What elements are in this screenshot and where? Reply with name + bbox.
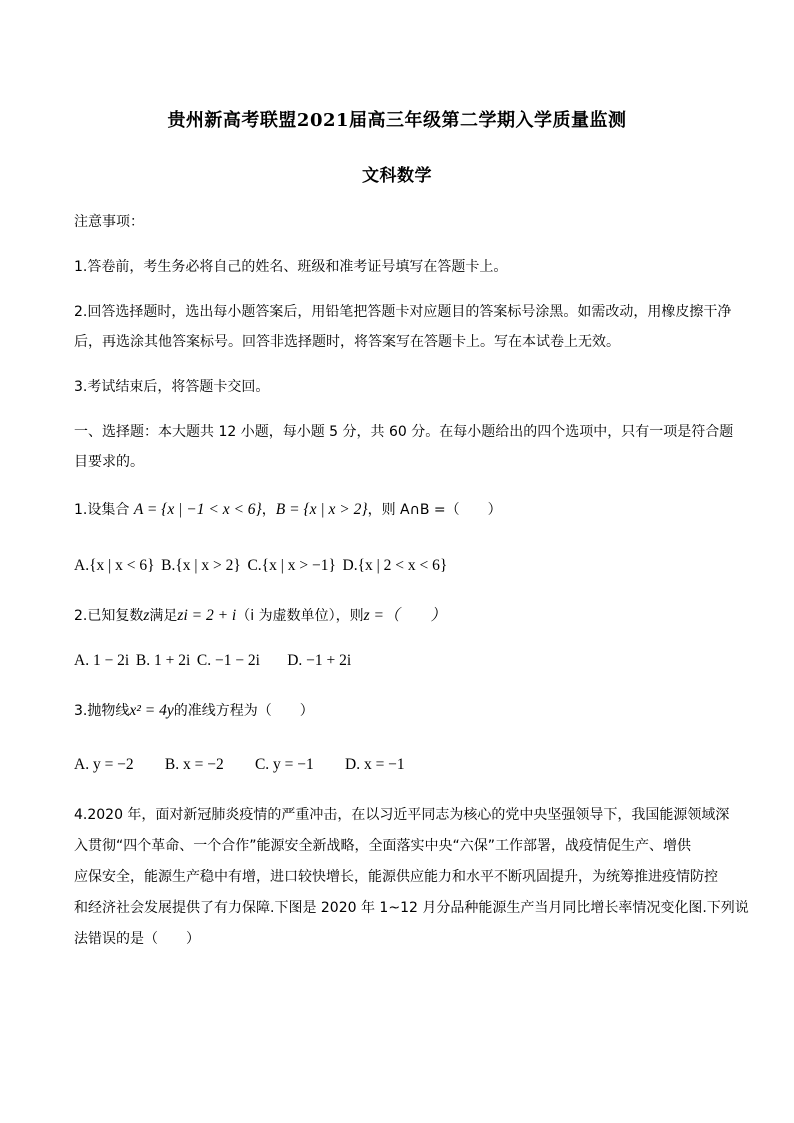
question-1-option-a: A.{x | x < 6} (74, 557, 155, 574)
question-3-option-c: C. y = −1 (254, 756, 314, 773)
question-1-ask: ，则 A∩B =（ ） (367, 502, 502, 518)
exam-title: 贵州新高考联盟2021届高三年级第二学期入学质量监测 (167, 110, 627, 131)
note-item-3: 3.考试结束后，将答题卡交回。 (74, 379, 270, 395)
notes-heading: 注意事项： (74, 214, 144, 230)
question-3-options (74, 755, 724, 775)
question-3-option-b: B. x = −2 (164, 756, 224, 773)
question-2-equation: zi = 2 + i (177, 607, 237, 624)
note-item-2-line-2: 后，再选涂其他答案标号。回答非选择题时，将答案写在答题卡上。写在本试卷上无效。 (74, 334, 620, 350)
question-2-options (74, 651, 724, 671)
question-2-stem (74, 606, 724, 626)
question-4-line-1: 4.2020 年，面对新冠肺炎疫情的严重冲击，在以习近平同志为核心的党中央坚强领导下，我国能源领域深 (74, 807, 730, 823)
section-1-line-1: 一、选择题：本大题共 12 小题，每小题 5 分，共 60 分。在每小题给出的四个选项中，只有一项是符合题 (74, 424, 734, 440)
question-2-option-b: B. 1 + 2i (135, 652, 191, 669)
question-4-line-2: 入贯彻“四个革命、一个合作”能源安全新战略，全面落实中央“六保”工作部署，战疫情促生产、增供 (74, 838, 692, 854)
question-4-line-3: 应保安全，能源生产稳中有增，进口较快增长，能源供应能力和水平不断巩固提升，为统筹推进疫情防控 (74, 869, 718, 885)
question-2-option-a: A. 1 − 2i (74, 652, 130, 669)
question-3-stem-b: 的准线方程为（ ） (173, 703, 314, 719)
question-2-ask: z =（ ） (363, 607, 446, 624)
exam-subject: 文科数学 (362, 166, 432, 186)
question-1-option-b: B.{x | x > 2} (161, 557, 241, 574)
question-1-option-c: C.{x | x > −1} (247, 557, 336, 574)
question-3-option-d: D. x = −1 (345, 756, 405, 773)
question-1-set-b: B = {x | x > 2} (275, 501, 368, 518)
question-2-var-z: z (143, 607, 150, 624)
question-3-stem (74, 701, 724, 721)
question-2-stem-c: （i 为虚数单位），则 (236, 608, 364, 624)
note-item-2-line-1: 2.回答选择题时，选出每小题答案后，用铅笔把答题卡对应题目的答案标号涂黑。如需改动，用橡皮擦干净 (74, 304, 732, 320)
question-2-option-c: C. −1 − 2i (196, 652, 260, 669)
question-2-stem-b: 满足 (149, 608, 178, 624)
question-3-option-a: A. y = −2 (74, 756, 134, 773)
question-1-option-d: D.{x | 2 < x < 6} (342, 557, 448, 574)
question-3-stem-a: 3.抛物线 (74, 703, 130, 719)
question-2-stem-a: 2.已知复数 (74, 608, 144, 624)
question-4-line-4: 和经济社会发展提供了有力保障.下图是 2020 年 1~12 月分品种能源生产当月同比增长率情况变化图.下列说 (74, 900, 749, 916)
question-1-set-a: A = {x | −1 < x < 6} (133, 501, 262, 518)
question-1-stem (74, 500, 724, 520)
question-1-separator: ， (261, 502, 276, 518)
note-item-1: 1.答卷前，考生务必将自己的姓名、班级和准考证号填写在答题卡上。 (74, 259, 508, 275)
question-2-option-d: D. −1 + 2i (287, 652, 352, 669)
section-1-line-2: 目要求的。 (74, 454, 144, 470)
question-3-equation: x² = 4y (129, 702, 174, 719)
question-1-options (74, 556, 724, 576)
question-4-line-5: 法错误的是（ ） (74, 931, 200, 947)
question-1-prefix: 1.设集合 (74, 502, 134, 518)
